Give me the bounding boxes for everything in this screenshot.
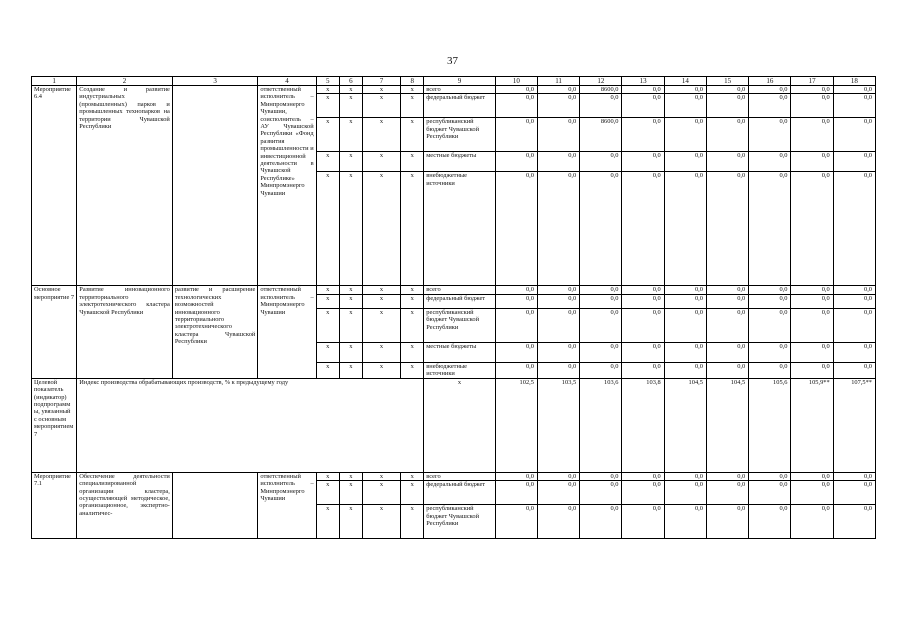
code-mark-cell: x: [362, 118, 400, 152]
code-mark-cell: x: [362, 172, 400, 286]
amount-cell: 0,0: [537, 505, 579, 539]
amount-cell: 0,0: [749, 362, 791, 378]
code-mark-cell: x: [339, 94, 362, 118]
indicator-value-cell: 107,5**: [833, 378, 875, 472]
amount-cell: 0,0: [791, 294, 833, 308]
amount-cell: 0,0: [537, 152, 579, 172]
amount-cell: 0,0: [706, 362, 748, 378]
amount-cell: 0,0: [537, 118, 579, 152]
amount-cell: 0,0: [580, 472, 622, 480]
amount-cell: 0,0: [749, 152, 791, 172]
amount-cell: 0,0: [580, 294, 622, 308]
code-mark-cell: x: [339, 505, 362, 539]
column-number-cell: 3: [172, 77, 258, 86]
indicator-code-cell: Целевой показатель (индикатор) подпрограммы, увязанный с основным мероприятием 7: [32, 378, 77, 472]
amount-cell: 0,0: [622, 94, 664, 118]
code-mark-cell: x: [401, 172, 424, 286]
code-mark-cell: x: [362, 362, 400, 378]
code-mark-cell: x: [316, 308, 339, 342]
executor-cell: ответственный исполнитель – Минпромэнерго Чувашии: [258, 472, 316, 538]
amount-cell: 0,0: [580, 94, 622, 118]
code-mark-cell: x: [316, 152, 339, 172]
amount-cell: 0,0: [664, 172, 706, 286]
amount-cell: 0,0: [749, 481, 791, 505]
indicator-value-cell: 103,5: [537, 378, 579, 472]
amount-cell: 0,0: [833, 286, 875, 294]
amount-cell: 0,0: [791, 342, 833, 362]
amount-cell: 0,0: [537, 86, 579, 94]
funding-source-cell: республиканский бюджет Чувашской Республики: [424, 118, 495, 152]
indicator-mark-cell: x: [424, 378, 495, 472]
amount-cell: 0,0: [580, 342, 622, 362]
amount-cell: 0,0: [664, 481, 706, 505]
code-mark-cell: x: [362, 308, 400, 342]
column-number-cell: 7: [362, 77, 400, 86]
code-mark-cell: x: [339, 118, 362, 152]
amount-cell: 0,0: [664, 342, 706, 362]
code-mark-cell: x: [401, 342, 424, 362]
indicator-value-cell: 104,5: [706, 378, 748, 472]
amount-cell: 0,0: [580, 481, 622, 505]
page-number: 37: [447, 55, 458, 67]
code-mark-cell: x: [316, 86, 339, 94]
funding-source-cell: федеральный бюджет: [424, 481, 495, 505]
column-number-cell: 13: [622, 77, 664, 86]
budget-table: [31, 76, 876, 539]
funding-source-cell: местные бюджеты: [424, 152, 495, 172]
code-mark-cell: x: [316, 118, 339, 152]
amount-cell: 0,0: [580, 172, 622, 286]
column-number-cell: 12: [580, 77, 622, 86]
code-mark-cell: x: [316, 94, 339, 118]
amount-cell: 0,0: [580, 308, 622, 342]
amount-cell: 0,0: [706, 472, 748, 480]
table-row: [32, 86, 876, 94]
code-mark-cell: x: [401, 118, 424, 152]
amount-cell: 0,0: [791, 86, 833, 94]
amount-cell: 0,0: [791, 308, 833, 342]
measure-code-cell: Мероприятие 7.1: [32, 472, 77, 538]
code-mark-cell: x: [316, 294, 339, 308]
amount-cell: 0,0: [791, 362, 833, 378]
code-mark-cell: x: [339, 342, 362, 362]
funding-source-cell: всего: [424, 286, 495, 294]
amount-cell: 0,0: [833, 94, 875, 118]
amount-cell: 0,0: [622, 472, 664, 480]
amount-cell: 0,0: [749, 308, 791, 342]
column-number-cell: 1: [32, 77, 77, 86]
amount-cell: 0,0: [833, 118, 875, 152]
amount-cell: 0,0: [664, 118, 706, 152]
funding-source-cell: республиканский бюджет Чувашской Республики: [424, 505, 495, 539]
code-mark-cell: x: [362, 472, 400, 480]
amount-cell: 0,0: [580, 286, 622, 294]
amount-cell: 0,0: [495, 286, 537, 294]
indicator-row: [32, 378, 876, 472]
table-body: [32, 77, 876, 539]
amount-cell: 0,0: [791, 118, 833, 152]
executor-cell: ответственный исполнитель – Минпромэнерго Чувашии, соисполнитель – АУ Чувашской Республики «Фонд развития промышленности и инвестиционной деятельности в Чувашской Республике» Минпромэнерго Чувашии: [258, 86, 316, 286]
amount-cell: 0,0: [664, 472, 706, 480]
amount-cell: 0,0: [622, 294, 664, 308]
amount-cell: 0,0: [622, 286, 664, 294]
code-mark-cell: x: [316, 172, 339, 286]
indicator-value-cell: 104,5: [664, 378, 706, 472]
amount-cell: 0,0: [833, 294, 875, 308]
amount-cell: 0,0: [706, 481, 748, 505]
amount-cell: 0,0: [833, 152, 875, 172]
column-number-cell: 10: [495, 77, 537, 86]
code-mark-cell: x: [362, 152, 400, 172]
column-number-cell: 18: [833, 77, 875, 86]
column-number-cell: 9: [424, 77, 495, 86]
code-mark-cell: x: [401, 481, 424, 505]
amount-cell: 0,0: [622, 86, 664, 94]
code-mark-cell: x: [362, 94, 400, 118]
measure-name-cell: Развитие инновационного территориального электротехнического кластера Чувашской Республики: [77, 286, 173, 378]
column-number-cell: 17: [791, 77, 833, 86]
amount-cell: 0,0: [706, 94, 748, 118]
amount-cell: 0,0: [791, 94, 833, 118]
funding-source-cell: федеральный бюджет: [424, 94, 495, 118]
amount-cell: 0,0: [664, 286, 706, 294]
amount-cell: 0,0: [791, 481, 833, 505]
column-number-cell: 6: [339, 77, 362, 86]
amount-cell: 0,0: [495, 172, 537, 286]
amount-cell: 0,0: [622, 118, 664, 152]
amount-cell: 8600,0: [580, 86, 622, 94]
funding-source-cell: республиканский бюджет Чувашской Республики: [424, 308, 495, 342]
funding-source-cell: местные бюджеты: [424, 342, 495, 362]
code-mark-cell: x: [339, 172, 362, 286]
amount-cell: 0,0: [537, 362, 579, 378]
code-mark-cell: x: [316, 472, 339, 480]
amount-cell: 0,0: [622, 342, 664, 362]
amount-cell: 0,0: [580, 362, 622, 378]
code-mark-cell: x: [401, 505, 424, 539]
table-row: [32, 286, 876, 294]
code-mark-cell: x: [401, 294, 424, 308]
amount-cell: 0,0: [706, 152, 748, 172]
code-mark-cell: x: [401, 286, 424, 294]
code-mark-cell: x: [316, 342, 339, 362]
amount-cell: 0,0: [749, 342, 791, 362]
code-mark-cell: x: [401, 362, 424, 378]
measure-name-cell: Создание и развитие индустриальных (промышленных) парков и промышленных технопарков на территории Чувашской Республики: [77, 86, 173, 286]
amount-cell: 0,0: [706, 172, 748, 286]
amount-cell: 0,0: [749, 172, 791, 286]
amount-cell: 0,0: [495, 152, 537, 172]
measure-name-cell: Обеспечение деятельности специализированной организации кластера, осуществляющей методическое, организационное, экспертно-аналитичес-: [77, 472, 173, 538]
amount-cell: 0,0: [664, 86, 706, 94]
measure-task-cell: [172, 86, 258, 286]
amount-cell: 0,0: [833, 472, 875, 480]
amount-cell: 0,0: [495, 342, 537, 362]
amount-cell: 0,0: [622, 152, 664, 172]
amount-cell: 0,0: [749, 286, 791, 294]
column-number-cell: 8: [401, 77, 424, 86]
indicator-value-cell: 103,8: [622, 378, 664, 472]
column-number-cell: 14: [664, 77, 706, 86]
amount-cell: 0,0: [495, 308, 537, 342]
code-mark-cell: x: [401, 308, 424, 342]
amount-cell: 0,0: [833, 308, 875, 342]
indicator-value-cell: 105,9**: [791, 378, 833, 472]
amount-cell: 0,0: [495, 294, 537, 308]
amount-cell: 0,0: [706, 86, 748, 94]
code-mark-cell: x: [339, 472, 362, 480]
code-mark-cell: x: [316, 505, 339, 539]
amount-cell: 0,0: [833, 86, 875, 94]
amount-cell: 0,0: [495, 362, 537, 378]
amount-cell: 0,0: [749, 472, 791, 480]
code-mark-cell: x: [401, 94, 424, 118]
amount-cell: 0,0: [664, 94, 706, 118]
amount-cell: 0,0: [495, 472, 537, 480]
code-mark-cell: x: [316, 362, 339, 378]
amount-cell: 0,0: [833, 342, 875, 362]
indicator-value-cell: 103,6: [580, 378, 622, 472]
amount-cell: 0,0: [664, 294, 706, 308]
code-mark-cell: x: [339, 294, 362, 308]
amount-cell: 0,0: [537, 472, 579, 480]
amount-cell: 0,0: [664, 308, 706, 342]
amount-cell: 0,0: [791, 172, 833, 286]
funding-source-cell: внебюджетные источники: [424, 172, 495, 286]
column-number-cell: 15: [706, 77, 748, 86]
amount-cell: 0,0: [664, 152, 706, 172]
executor-cell: ответственный исполнитель – Минпромэнерго Чувашии: [258, 286, 316, 378]
amount-cell: 0,0: [495, 505, 537, 539]
amount-cell: 0,0: [537, 294, 579, 308]
measure-code-cell: Основное мероприятие 7: [32, 286, 77, 378]
amount-cell: 0,0: [749, 505, 791, 539]
amount-cell: 0,0: [791, 472, 833, 480]
measure-task-cell: развитие и расширение технологических возможностей инновационного территориального электротехнического кластера Чувашской Республики: [172, 286, 258, 378]
amount-cell: 0,0: [537, 172, 579, 286]
funding-source-cell: внебюджетные источники: [424, 362, 495, 378]
amount-cell: 0,0: [706, 118, 748, 152]
code-mark-cell: x: [362, 481, 400, 505]
amount-cell: 0,0: [749, 294, 791, 308]
amount-cell: 8600,0: [580, 118, 622, 152]
amount-cell: 0,0: [580, 152, 622, 172]
amount-cell: 0,0: [580, 505, 622, 539]
column-number-cell: 11: [537, 77, 579, 86]
amount-cell: 0,0: [791, 505, 833, 539]
code-mark-cell: x: [339, 86, 362, 94]
amount-cell: 0,0: [749, 94, 791, 118]
amount-cell: 0,0: [706, 286, 748, 294]
amount-cell: 0,0: [833, 362, 875, 378]
code-mark-cell: x: [401, 472, 424, 480]
column-number-cell: 16: [749, 77, 791, 86]
funding-source-cell: всего: [424, 86, 495, 94]
column-number-cell: 4: [258, 77, 316, 86]
amount-cell: 0,0: [622, 481, 664, 505]
code-mark-cell: x: [339, 481, 362, 505]
amount-cell: 0,0: [706, 294, 748, 308]
amount-cell: 0,0: [833, 481, 875, 505]
amount-cell: 0,0: [791, 286, 833, 294]
amount-cell: 0,0: [622, 172, 664, 286]
amount-cell: 0,0: [537, 286, 579, 294]
amount-cell: 0,0: [622, 505, 664, 539]
code-mark-cell: x: [339, 362, 362, 378]
amount-cell: 0,0: [537, 94, 579, 118]
amount-cell: 0,0: [706, 308, 748, 342]
code-mark-cell: x: [339, 286, 362, 294]
code-mark-cell: x: [339, 152, 362, 172]
code-mark-cell: x: [362, 342, 400, 362]
code-mark-cell: x: [316, 481, 339, 505]
amount-cell: 0,0: [664, 505, 706, 539]
amount-cell: 0,0: [622, 362, 664, 378]
amount-cell: 0,0: [537, 481, 579, 505]
amount-cell: 0,0: [622, 308, 664, 342]
amount-cell: 0,0: [537, 308, 579, 342]
amount-cell: 0,0: [495, 94, 537, 118]
column-number-row: [32, 77, 876, 86]
amount-cell: 0,0: [706, 505, 748, 539]
indicator-value-cell: 105,6: [749, 378, 791, 472]
amount-cell: 0,0: [833, 505, 875, 539]
amount-cell: 0,0: [749, 118, 791, 152]
amount-cell: 0,0: [791, 152, 833, 172]
table-row: [32, 472, 876, 480]
code-mark-cell: x: [339, 308, 362, 342]
indicator-description-cell: Индекс производства обрабатывающих производств, % к предыдущему году: [77, 378, 424, 472]
amount-cell: 0,0: [706, 342, 748, 362]
code-mark-cell: x: [401, 86, 424, 94]
amount-cell: 0,0: [664, 362, 706, 378]
amount-cell: 0,0: [495, 118, 537, 152]
indicator-value-cell: 102,5: [495, 378, 537, 472]
code-mark-cell: x: [362, 86, 400, 94]
column-number-cell: 5: [316, 77, 339, 86]
code-mark-cell: x: [362, 286, 400, 294]
amount-cell: 0,0: [495, 86, 537, 94]
amount-cell: 0,0: [749, 86, 791, 94]
funding-source-cell: всего: [424, 472, 495, 480]
measure-code-cell: Мероприятие 6.4: [32, 86, 77, 286]
column-number-cell: 2: [77, 77, 173, 86]
amount-cell: 0,0: [495, 481, 537, 505]
code-mark-cell: x: [362, 505, 400, 539]
measure-task-cell: [172, 472, 258, 538]
funding-source-cell: федеральный бюджет: [424, 294, 495, 308]
amount-cell: 0,0: [833, 172, 875, 286]
code-mark-cell: x: [316, 286, 339, 294]
amount-cell: 0,0: [537, 342, 579, 362]
code-mark-cell: x: [401, 152, 424, 172]
code-mark-cell: x: [362, 294, 400, 308]
